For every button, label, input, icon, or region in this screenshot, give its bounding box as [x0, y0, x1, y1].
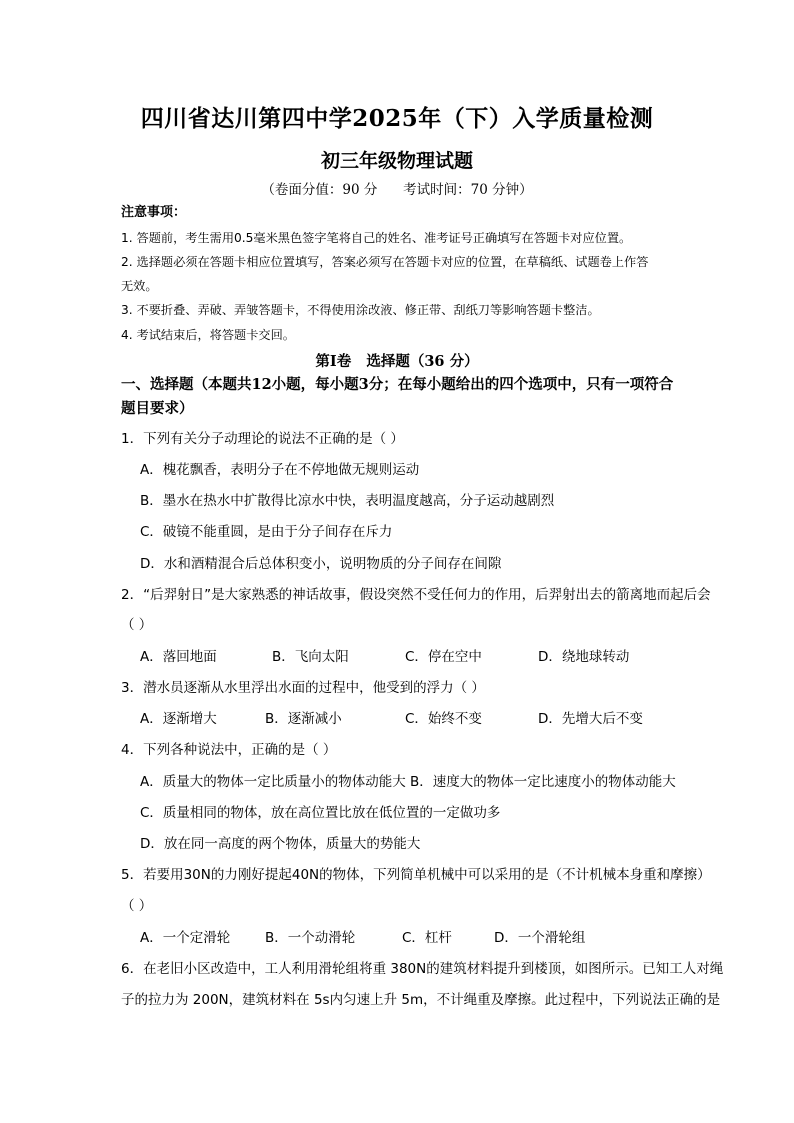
question-2-stem: 2．“后羿射日”是大家熟悉的神话故事，假设突然不受任何力的作用，后羿射出去的箭离地而起后会	[121, 587, 711, 603]
question-5-stem-cont: （ ）	[121, 898, 153, 914]
question-3-stem: 3．潜水员逐渐从水里浮出水面的过程中，他受到的浮力（ ）	[121, 680, 485, 696]
notice-item-3: 3. 不要折叠、弄破、弄皱答题卡，不得使用涂改液、修正带、刮纸刀等影响答题卡整洁。	[121, 303, 600, 317]
question-5-option-b: B．一个动滑轮	[265, 930, 356, 946]
question-2-option-a: A．落回地面	[140, 649, 217, 665]
question-1-option-c: C．破镜不能重圆，是由于分子间存在斥力	[140, 524, 393, 540]
question-4-option-d: D．放在同一高度的两个物体，质量大的势能大	[140, 836, 421, 852]
question-2-option-b: B．飞向太阳	[272, 649, 349, 665]
question-3-option-c: C．始终不变	[405, 711, 482, 727]
question-1-option-b: B．墨水在热水中扩散得比凉水中快，表明温度越高，分子运动越剧烈	[140, 493, 555, 509]
question-4-option-ab: A．质量大的物体一定比质量小的物体动能大 B．速度大的物体一定比速度小的物体动能大	[140, 774, 676, 790]
question-4-stem: 4．下列各种说法中，正确的是（ ）	[121, 742, 337, 758]
part-heading-line-2: 题目要求）	[121, 400, 194, 417]
question-5-stem: 5．若要用30N的力刚好提起40N的物体，下列简单机械中可以采用的是（不计机械本身重和摩擦）	[121, 867, 711, 883]
question-5-option-a: A．一个定滑轮	[140, 930, 231, 946]
question-3-option-a: A．逐渐增大	[140, 711, 217, 727]
exam-subtitle: 初三年级物理试题	[320, 150, 473, 172]
question-2-option-c: C．停在空中	[405, 649, 482, 665]
exam-title: 四川省达川第四中学2025年（下）入学质量检测	[140, 105, 654, 132]
notice-item-2-cont: 无效。	[121, 279, 158, 293]
question-6-stem-line-1: 6．在老旧小区改造中，工人利用滑轮组将重 380N的建筑材料提升到楼顶，如图所示。已知工人对绳	[121, 961, 724, 977]
question-2-option-d: D．绕地球转动	[538, 649, 630, 665]
question-1-option-d: D．水和酒精混合后总体积变小，说明物质的分子间存在间隙	[140, 556, 502, 572]
question-2-stem-cont: （ ）	[121, 617, 153, 633]
part-heading-line-1: 一、选择题（本题共12小题，每小题3分；在每小题给出的四个选项中，只有一项符合	[121, 376, 674, 393]
question-4-option-c: C．质量相同的物体，放在高位置比放在低位置的一定做功多	[140, 805, 501, 821]
notice-item-4: 4. 考试结束后，将答题卡交回。	[121, 328, 295, 342]
notice-heading: 注意事项：	[121, 205, 187, 220]
exam-meta: （卷面分值：90 分 考试时间：70 分钟）	[261, 182, 533, 198]
question-5-option-d: D．一个滑轮组	[494, 930, 586, 946]
notice-item-1: 1. 答题前，考生需用0.5毫米黑色签字笔将自己的姓名、准考证号正确填写在答题卡对应位置。	[121, 231, 632, 245]
question-3-option-b: B．逐渐减小	[265, 711, 342, 727]
notice-item-2: 2. 选择题必须在答题卡相应位置填写，答案必须写在答题卡对应的位置，在草稿纸、试题卷上作答	[121, 255, 649, 269]
question-1-option-a: A．槐花飘香，表明分子在不停地做无规则运动	[140, 462, 420, 478]
question-6-stem-line-2: 子的拉力为 200N，建筑材料在 5s内匀速上升 5m，不计绳重及摩擦。此过程中，下列说法正确的是	[121, 992, 721, 1008]
section-title: 第Ⅰ卷 选择题（36 分）	[315, 353, 479, 370]
question-5-option-c: C．杠杆	[402, 930, 452, 946]
question-1-stem: 1．下列有关分子动理论的说法不正确的是（ ）	[121, 431, 404, 447]
question-3-option-d: D．先增大后不变	[538, 711, 643, 727]
